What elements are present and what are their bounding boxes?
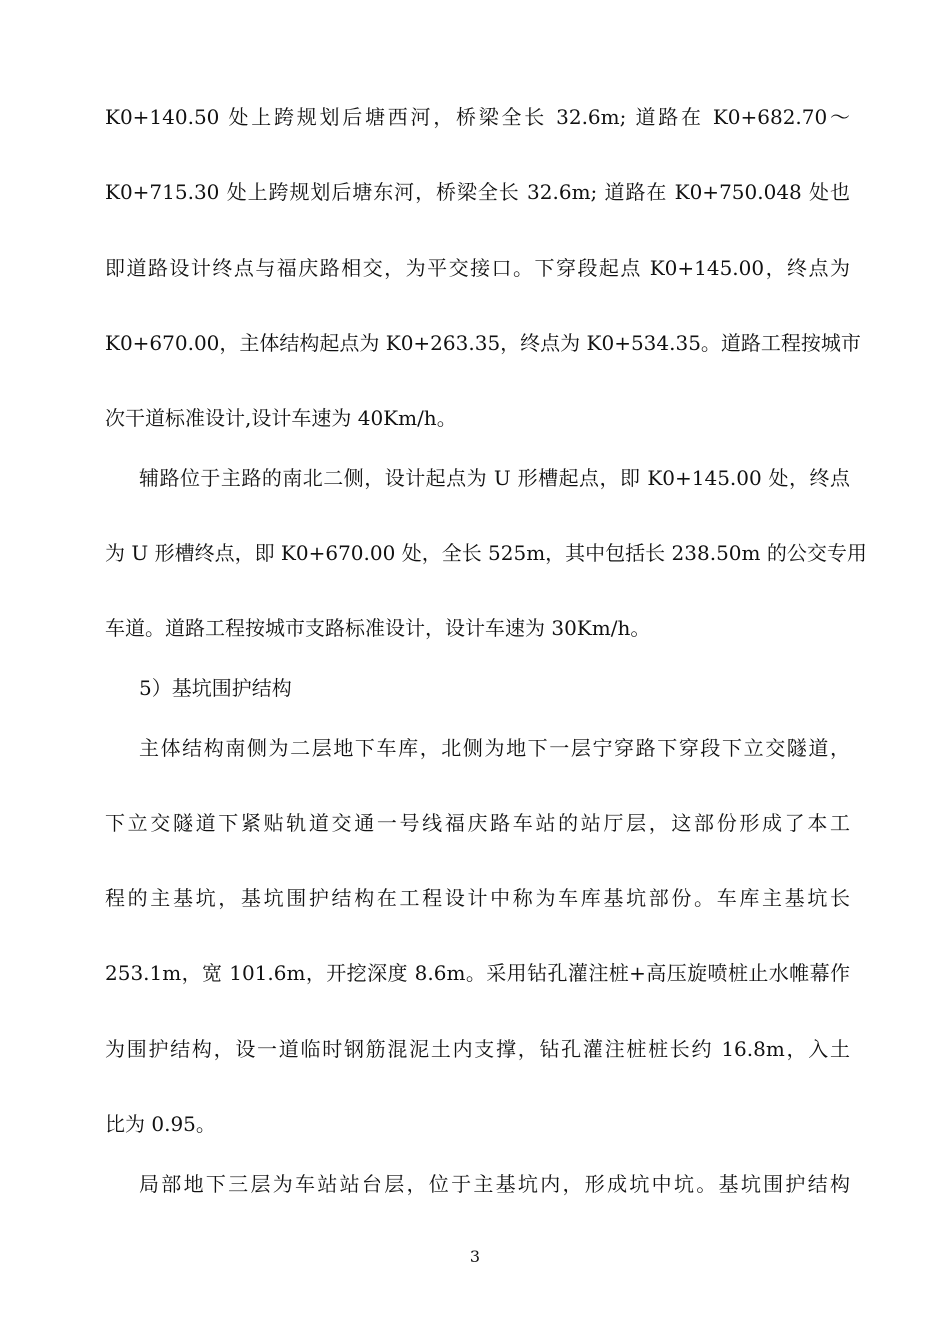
text-line: 车道。道路工程按城市支路标准设计，设计车速为 30Km/h。 xyxy=(105,616,651,640)
text-line: 次干道标准设计,设计车速为 40Km/h。 xyxy=(105,406,457,430)
text-line: 下立交隧道下紧贴轨道交通一号线福庆路车站的站厅层，这部份形成了本工 xyxy=(105,811,850,835)
section-heading: 5）基坑围护结构 xyxy=(139,676,292,700)
text-line: 为围护结构，设一道临时钢筋混泥土内支撑，钻孔灌注桩桩长约 16.8m，入土 xyxy=(105,1037,850,1061)
page-number: 3 xyxy=(469,1247,481,1266)
text-line: K0+715.30 处上跨规划后塘东河，桥梁全长 32.6m; 道路在 K0+750.048 处也 xyxy=(105,180,850,204)
text-line: 即道路设计终点与福庆路相交，为平交接口。下穿段起点 K0+145.00，终点为 xyxy=(105,256,850,280)
text-line: 主体结构南侧为二层地下车库，北侧为地下一层宁穿路下穿段下立交隧道， xyxy=(139,736,850,760)
text-line: K0+140.50 处上跨规划后塘西河，桥梁全长 32.6m; 道路在 K0+682.70～ xyxy=(105,105,850,129)
text-line: 253.1m，宽 101.6m，开挖深度 8.6m。采用钻孔灌注桩+高压旋喷桩止水帷幕作 xyxy=(105,961,850,985)
text-line: K0+670.00，主体结构起点为 K0+263.35，终点为 K0+534.35。道路工程按城市 xyxy=(105,331,861,355)
text-line: 为 U 形槽终点，即 K0+670.00 处，全长 525m，其中包括长 238.50m 的公交专用 xyxy=(105,541,867,565)
text-line: 程的主基坑，基坑围护结构在工程设计中称为车库基坑部份。车库主基坑长 xyxy=(105,886,850,910)
text-line: 辅路位于主路的南北二侧，设计起点为 U 形槽起点，即 K0+145.00 处，终点 xyxy=(139,466,850,490)
text-line: 比为 0.95。 xyxy=(105,1112,216,1136)
text-line: 局部地下三层为车站站台层，位于主基坑内，形成坑中坑。基坑围护结构 xyxy=(139,1172,850,1196)
